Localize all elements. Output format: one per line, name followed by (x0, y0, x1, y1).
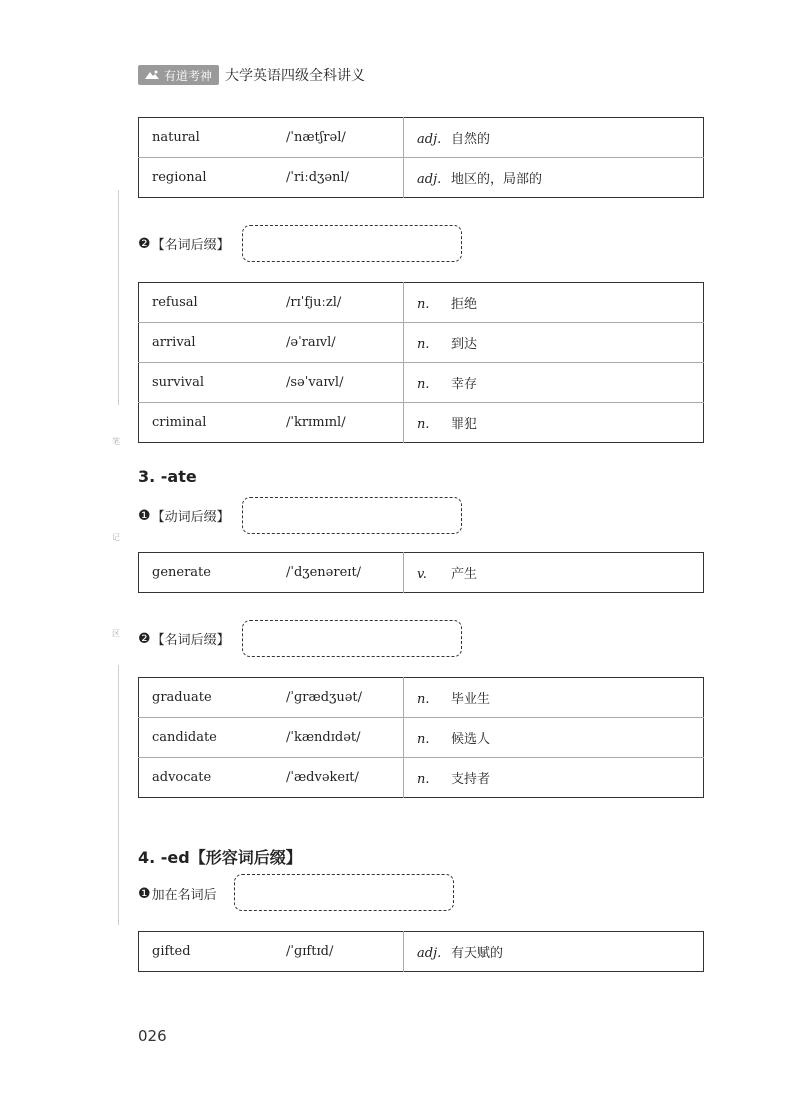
table-row (139, 158, 704, 198)
pos-label: v. (417, 567, 427, 582)
pos-label: adj. (417, 132, 442, 147)
pos-label: n. (417, 337, 430, 352)
vocab-table (138, 931, 704, 972)
table-row (139, 118, 704, 158)
table-row (139, 323, 704, 363)
vocab-table (138, 677, 704, 798)
word-cell: gifted (152, 944, 191, 959)
ipa-cell: /ˈkændɪdət/ (286, 718, 404, 758)
book-title: 大学英语四级全科讲义 (225, 68, 366, 84)
vocab-table (138, 552, 704, 593)
word-cell: advocate (139, 758, 287, 798)
meaning-cell (404, 323, 704, 363)
table-row (139, 363, 704, 403)
vocab-table (138, 117, 704, 198)
meaning-cell (404, 283, 704, 323)
subheading-noun-suffix (138, 234, 230, 253)
table-row (139, 932, 704, 972)
ipa-cell: /səˈvaɪvl/ (286, 363, 404, 403)
subheading-label: 【名词后缀】 (151, 633, 230, 648)
fill-in-box[interactable] (234, 874, 454, 911)
pos-label: n. (417, 772, 430, 787)
subheading-noun-suffix (138, 629, 230, 648)
pos-label: n. (417, 297, 430, 312)
meaning-text: 罪犯 (451, 417, 478, 432)
meaning-cell (404, 403, 704, 443)
ipa-cell: /ˈkrɪmɪnl/ (286, 403, 404, 443)
meaning-text: 地区的，局部的 (451, 172, 543, 187)
page-header (138, 64, 365, 86)
vocab-table (138, 282, 704, 443)
pos-label: n. (417, 692, 430, 707)
pos-label: n. (417, 732, 430, 747)
section-title: 4. -ed【形容词后缀】 (138, 848, 302, 867)
fill-in-box[interactable] (242, 225, 462, 262)
ipa-cell: /ˈdʒenəreɪt/ (286, 565, 362, 580)
meaning-cell (404, 363, 704, 403)
word-cell: regional (139, 158, 287, 198)
pos-label: adj. (417, 172, 442, 187)
number-marker: ❷ (138, 630, 151, 647)
ipa-cell: /rɪˈfjuːzl/ (286, 295, 342, 310)
meaning-text: 拒绝 (451, 297, 478, 312)
meaning-cell (404, 118, 704, 158)
word-cell: graduate (152, 690, 212, 705)
meaning-cell (404, 158, 704, 198)
note-margin-char: 记 (112, 533, 120, 542)
number-marker: ❶ (138, 507, 151, 524)
meaning-text: 候选人 (451, 732, 491, 747)
subheading-label: 加在名词后 (151, 888, 217, 903)
subheading-label: 【名词后缀】 (151, 238, 230, 253)
subheading-label: 【动词后缀】 (151, 510, 230, 525)
meaning-text: 幸存 (451, 377, 478, 392)
table-row (139, 403, 704, 443)
fill-in-box[interactable] (242, 497, 462, 534)
table-row (139, 678, 704, 718)
meaning-text: 到达 (451, 337, 478, 352)
table-row (139, 758, 704, 798)
word-cell: survival (139, 363, 287, 403)
fill-in-box[interactable] (242, 620, 462, 657)
ipa-cell: /ˈriːdʒənl/ (286, 158, 404, 198)
note-margin-char: 区 (112, 629, 120, 638)
meaning-text: 支持者 (451, 772, 491, 787)
brand-logo-icon (144, 69, 160, 81)
word-cell: candidate (139, 718, 287, 758)
meaning-text: 自然的 (451, 132, 491, 147)
table-row (139, 283, 704, 323)
ipa-cell: /ˈɡɪftɪd/ (286, 944, 334, 959)
meaning-cell (404, 758, 704, 798)
ipa-cell: /ˈædvəkeɪt/ (286, 758, 404, 798)
meaning-text: 有天赋的 (451, 946, 504, 961)
section-title: 3. -ate (138, 467, 197, 486)
meaning-cell (404, 718, 704, 758)
meaning-text: 毕业生 (451, 692, 491, 707)
note-margin-line (118, 190, 119, 405)
table-row (139, 718, 704, 758)
table-row (139, 553, 704, 593)
page-number: 026 (138, 1027, 167, 1045)
pos-label: n. (417, 417, 430, 432)
word-cell: generate (152, 565, 211, 580)
ipa-cell: /əˈraɪvl/ (286, 323, 404, 363)
number-marker: ❶ (138, 885, 151, 902)
word-cell: refusal (152, 295, 198, 310)
subheading-after-noun (138, 884, 217, 903)
pos-label: n. (417, 377, 430, 392)
word-cell: arrival (139, 323, 287, 363)
note-margin-char: 笔 (112, 437, 120, 446)
meaning-cell (404, 932, 704, 972)
number-marker: ❷ (138, 235, 151, 252)
pos-label: adj. (417, 946, 442, 961)
note-margin-line (118, 665, 119, 925)
ipa-cell: /ˈɡrædʒuət/ (286, 690, 363, 705)
meaning-text: 产生 (451, 567, 478, 582)
meaning-cell (404, 553, 704, 593)
brand-label: 有道考神 (164, 68, 213, 83)
meaning-cell (404, 678, 704, 718)
word-cell: criminal (139, 403, 287, 443)
subheading-verb-suffix (138, 506, 230, 525)
ipa-cell: /ˈnætʃrəl/ (286, 130, 346, 145)
brand-badge (138, 65, 219, 85)
word-cell: natural (152, 130, 200, 145)
